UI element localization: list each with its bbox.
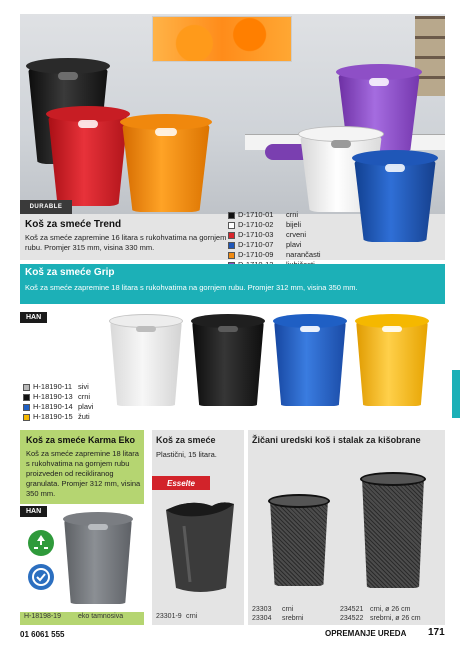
karma-code-row: [24, 613, 123, 620]
color-name: narančasti: [286, 250, 321, 259]
code-row: [228, 210, 321, 220]
section-side-tab: [452, 370, 460, 418]
trend-bin-orange: [122, 114, 210, 212]
han-logo: HAN: [20, 312, 47, 323]
trend-title: Koš za smeće Trend: [25, 219, 122, 230]
color-name: crni: [78, 392, 91, 401]
product-code: 234521: [340, 606, 364, 613]
product-code: D-1710-01: [238, 210, 274, 219]
product-code: D-1710-07: [238, 240, 274, 249]
product-code: D-1710-09: [238, 250, 274, 259]
color-swatch: [228, 242, 235, 249]
product-code: 234522: [340, 615, 364, 622]
grip-bin-black: [192, 314, 264, 406]
footer-phone: 01 6061 555: [20, 630, 65, 639]
color-swatch: [23, 414, 30, 421]
recycle-icon: [28, 530, 54, 556]
karma-product-photo: [20, 504, 144, 612]
code-description: crni: [282, 606, 294, 613]
code-row: [228, 250, 321, 260]
grip-description: Koš za smeće zapremine 18 litara s rukohvatima na gornjem rubu. Promjer 312 mm, visina 350 mm.: [25, 283, 358, 292]
eco-label-icon: [28, 564, 54, 590]
esselte-logo: [152, 476, 244, 490]
esselte-bin: [160, 496, 240, 596]
grip-bin-yellow: [356, 314, 428, 406]
color-name: eko tamnosiva: [78, 613, 124, 620]
esselte-logo-text: Esselte: [152, 476, 210, 490]
code-row: [340, 605, 421, 614]
color-name: plavi: [286, 240, 302, 249]
color-swatch: [23, 394, 30, 401]
wire-bin-small: [270, 500, 328, 586]
color-name: žuti: [78, 412, 90, 421]
color-swatch: [23, 404, 30, 411]
product-code: H-18190-14: [33, 402, 73, 411]
color-name: crni: [286, 210, 299, 219]
trend-product-photo: [20, 14, 445, 214]
han-logo: HAN: [20, 506, 47, 517]
color-name: plavi: [78, 402, 94, 411]
code-row: [23, 392, 93, 402]
code-row: [228, 220, 321, 230]
karma-title: Koš za smeće Karma Eko: [26, 435, 136, 445]
wire-bin-title: Žičani uredski koš i stalak za kišobrane: [252, 435, 421, 445]
product-code: H-18198-19: [24, 613, 61, 620]
trend-code-list: [228, 210, 321, 270]
product-code: 23304: [252, 615, 272, 622]
color-name: crni: [186, 613, 198, 620]
esselte-code-row: [156, 613, 197, 620]
wire-bin-section: [248, 430, 445, 625]
page-number: 171: [428, 627, 445, 638]
code-row: [23, 402, 93, 412]
code-row: [228, 240, 321, 250]
code-row: [252, 614, 303, 623]
code-description: srebrni: [282, 615, 304, 622]
grip-header: [20, 264, 445, 304]
color-name: crveni: [286, 230, 307, 239]
grip-code-list: [23, 382, 93, 422]
code-row: [23, 382, 93, 392]
color-swatch: [228, 232, 235, 239]
esselte-description: Plastični, 15 litara.: [156, 450, 217, 459]
umbrella-stand-rim: [360, 472, 426, 486]
code-row: [340, 614, 421, 623]
product-code: H-18190-11: [33, 382, 73, 391]
grip-section: [20, 304, 445, 426]
product-code: D-1710-02: [238, 220, 274, 229]
wire-bin-small-rim: [268, 494, 330, 508]
color-swatch: [23, 384, 30, 391]
product-code: H-18190-15: [33, 412, 73, 421]
code-description: srebrni, ø 26 cm: [370, 615, 421, 622]
product-code: H-18190-13: [33, 392, 73, 401]
trend-bin-red: [48, 106, 128, 206]
product-code: D-1710-03: [238, 230, 274, 239]
grip-title: Koš za smeće Grip: [25, 267, 115, 278]
wire-bin-codes: [252, 605, 303, 623]
karma-description: Koš za smeće zapremine 18 litara s rukohvatima na gornjem rubu proizveden od recikliranog granulata. Promjer 312 mm, visina 350 mm.: [26, 449, 141, 498]
durable-logo: DURABLE: [20, 200, 72, 214]
product-code: 23303: [252, 606, 272, 613]
esselte-title: Koš za smeće: [156, 435, 216, 445]
karma-section: [20, 430, 144, 625]
grip-bin-grey: [110, 314, 182, 406]
grip-bin-blue: [274, 314, 346, 406]
code-description: crni, ø 26 cm: [370, 606, 411, 613]
color-swatch: [228, 212, 235, 219]
color-swatch: [228, 222, 235, 229]
product-code: 23301-9: [156, 613, 182, 620]
footer-section-name: OPREMANJE UREDA: [325, 629, 407, 638]
code-row: [23, 412, 93, 422]
umbrella-stand-codes: [340, 605, 421, 623]
trend-bin-blue: [354, 150, 436, 242]
color-name: sivi: [78, 382, 89, 391]
trend-section: [20, 14, 445, 260]
esselte-section: [152, 430, 244, 625]
color-swatch: [228, 252, 235, 259]
color-name: bijeli: [286, 220, 302, 229]
umbrella-stand: [362, 478, 424, 588]
code-row: [252, 605, 303, 614]
trend-description: Koš za smeće zapremine 16 litara s rukohvatima na gornjem rubu. Promjer 315 mm, visina 330 mm.: [25, 233, 227, 252]
code-row: [228, 230, 321, 240]
karma-bin: [64, 512, 132, 604]
orange-wall-art: [152, 16, 292, 62]
